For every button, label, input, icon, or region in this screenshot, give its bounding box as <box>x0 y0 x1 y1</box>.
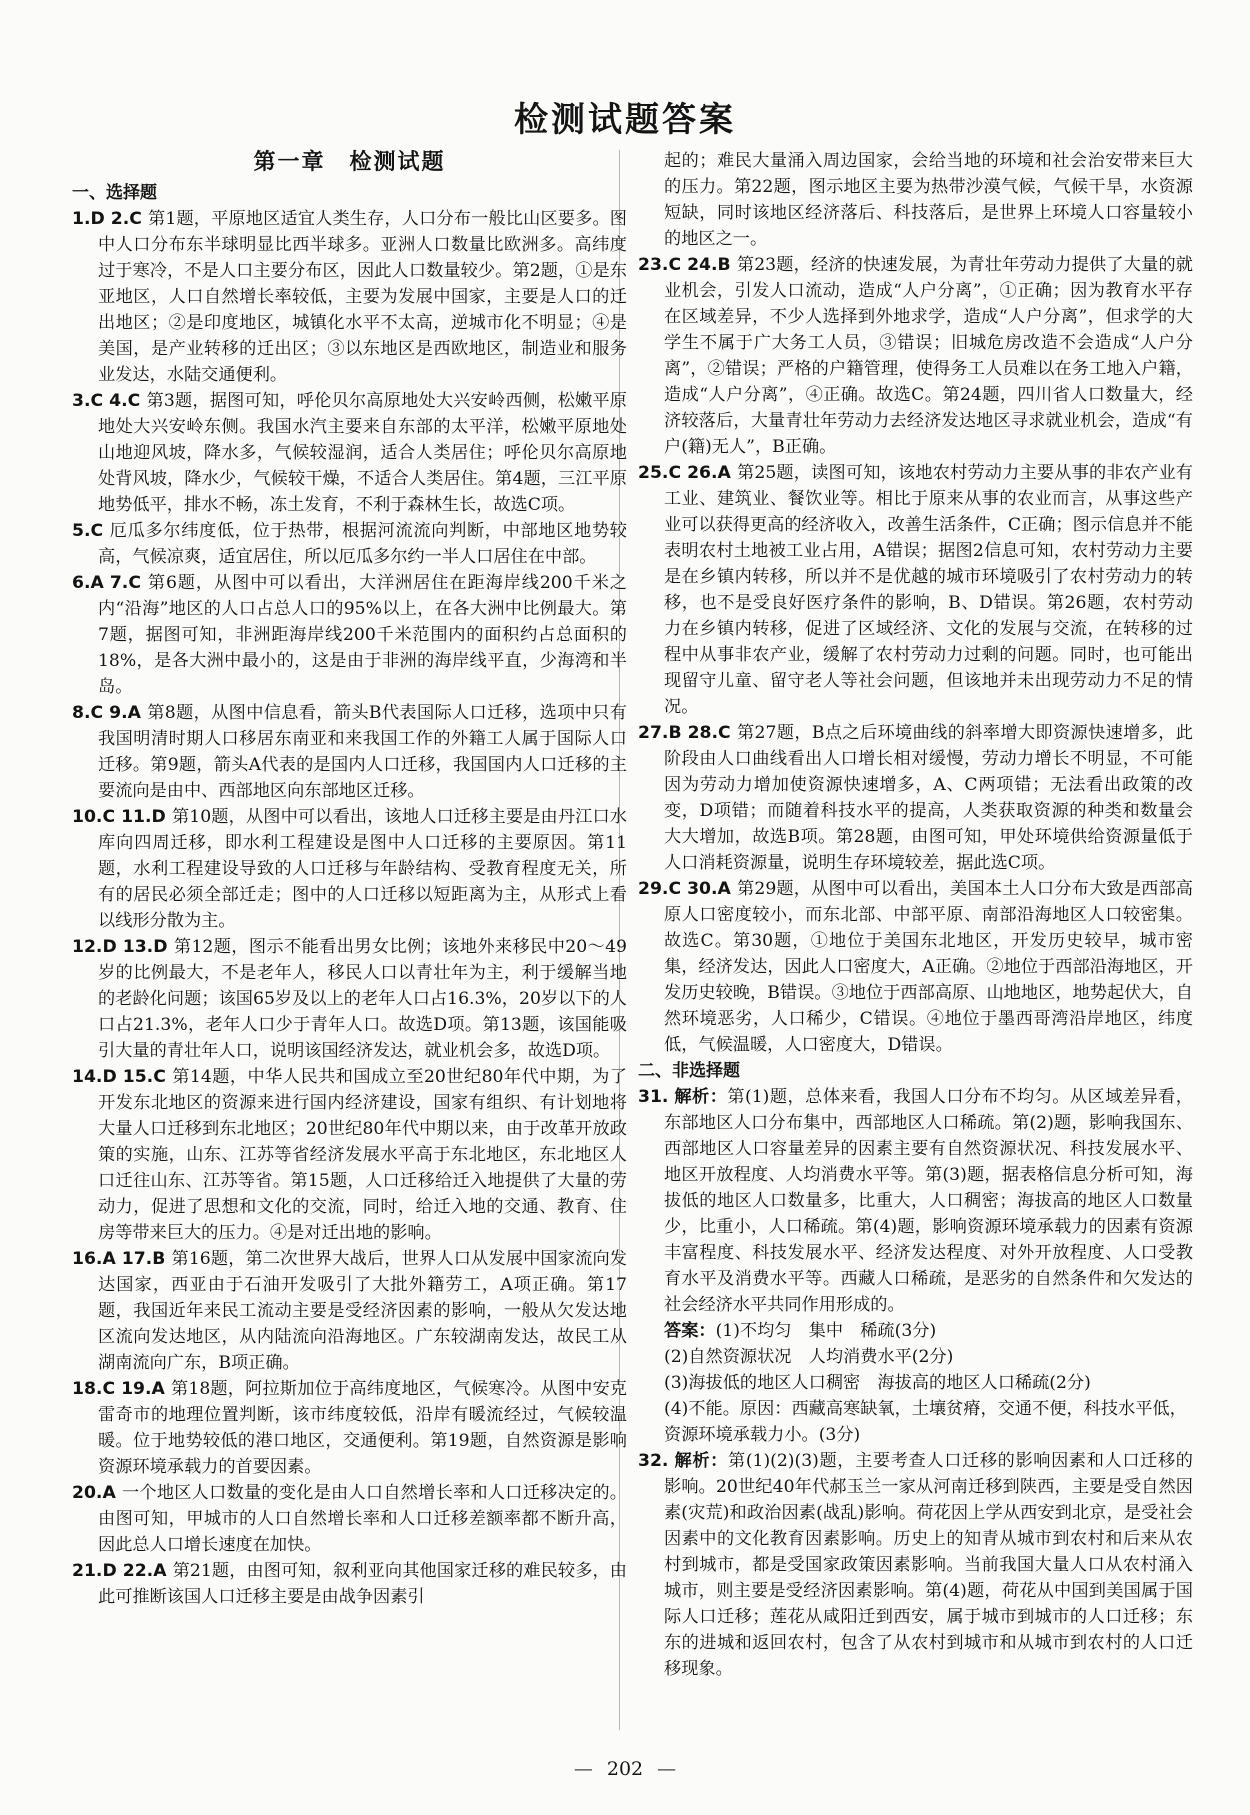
item-answer: B <box>152 1249 166 1269</box>
item-answer: C <box>668 255 682 275</box>
item-number: 4. <box>109 391 128 411</box>
answer-item <box>72 518 627 570</box>
answer-item <box>72 1376 627 1480</box>
item-number: 3. <box>72 391 91 411</box>
item-explanation: 第1题，平原地区适宜人类生存，人口分布一般比山区要多。图中人口分布东半球明显比西半球多。亚洲人口数量比欧洲多。高纬度过于寒冷，不是人口主要分布区，因此人口数量较少。第2题，①是东亚地区，人口自然增长率较低，主要为发展中国家，主要是人口的迁出地区；②是印度地区，城镇化水平不太高，逆城市化不明显；④是美国，是产业转移的迁出区；③以东地区是西欧地区，制造业和服务业发达，水陆交通便利。 <box>98 209 627 385</box>
answer-item <box>72 1064 627 1246</box>
item-answer: D <box>151 807 166 827</box>
item-number: 27. <box>638 723 669 743</box>
answer-continuation: 起的；难民大量涌入周边国家，会给当地的环境和社会治安带来巨大的压力。第22题，图示地区主要为热带沙漠气候，气候干旱，水资源短缺，同时该地区经济落后、科技落后，是世界上环境人口容量较小的地区之一。 <box>664 151 1193 249</box>
item-answer: A <box>127 703 141 723</box>
analysis-label: 解析： <box>674 1451 728 1471</box>
item-answer: B <box>668 723 682 743</box>
item-number: 6. <box>72 573 91 593</box>
item-number: 9. <box>109 703 128 723</box>
item-answer: C <box>718 723 731 743</box>
left-answer-list <box>72 206 627 1610</box>
item-answer: A <box>151 1379 165 1399</box>
item-explanation: 第23题，经济的快速发展，为青壮年劳动力提供了大量的就业机会，引发人口流动，造成“人户分离”，①正确；因为教育水平存在区域差异，不少人选择到外地求学，造成“人户分离”，但求学的大学生不属于广大务工人员，③错误；旧城危房改造不会造成“人户分离”，②错误；严格的户籍管理，使得务工人员难以在务工地入户籍，造成“人户分离”，④正确。故选C。第24题，四川省人口数量大，经济较落后，大量青壮年劳动力去经济发达地区寻求就业机会，造成“有户(籍)无人”，B正确。 <box>664 255 1193 457</box>
item-number: 14. <box>72 1067 103 1087</box>
item-number: 26. <box>687 463 718 483</box>
item-number: 13. <box>122 937 154 957</box>
item-explanation: 第18题，阿拉斯加位于高纬度地区，气候寒冷。从图中安克雷奇市的地理位置判断，该市纬度较低，沿岸有暖流经过，气候较温暖。位于地势较低的港口地区，交通便利。第19题，自然资源是影响资源环境承载力的首要因素。 <box>98 1379 627 1477</box>
item-number: 29. <box>638 879 669 899</box>
answer-item <box>72 388 627 518</box>
right-answer-list <box>638 252 1193 1058</box>
item-explanation: 第25题，读图可知，该地农村劳动力主要从事的非农产业有工业、建筑业、餐饮业等。相比于原来从事的农业而言，从事这些产业可以获得更高的经济收入，改善生活条件，C正确；图示信息并不能表明农村土地被工业占用，A错误；据图2信息可知，农村劳动力主要是在乡镇内转移，所以并不是优越的城市环境吸引了农村劳动力的转移，也不是受良好医疗条件的影响，B、D错误。第26题，农村劳动力在乡镇内转移，促进了区域经济、文化的发展与交流，在转移的过程中从事非农产业，缓解了农村劳动力过剩的问题。同时，也可能出现留守儿童、留守老人等社会问题，但该地并未出现劳动力不足的情况。 <box>664 463 1193 717</box>
answer-item <box>72 700 627 804</box>
page-number <box>0 1758 1250 1780</box>
item-number: 2. <box>110 209 130 229</box>
item-answer: C <box>102 1379 116 1399</box>
item-explanation: 第21题，由图可知，叙利亚向其他国家迁移的难民较多，由此可推断该国人口迁移主要是由战争因素引 <box>98 1561 627 1607</box>
item-answer: A <box>102 1483 116 1503</box>
answer-item <box>72 804 627 934</box>
item-explanation: 第3题，据图可知，呼伦贝尔高原地处大兴安岭西侧，松嫩平原地处大兴安岭东侧。我国水汽主要来自东部的太平洋，松嫩平原地处山地迎风坡，降水多，气候较湿润，适合人类居住；呼伦贝尔高原地处背风坡，降水少，气候较干燥，不适合人类居住。第4题，三江平原地势低平，排水不畅，冻土发育，不利于森林生长，故选C项。 <box>98 391 627 515</box>
answer-item <box>72 206 627 388</box>
item-number: 28. <box>687 723 719 743</box>
answer-item-31 <box>638 1084 1193 1318</box>
item-answer: D <box>102 1561 117 1581</box>
item-answer: D <box>102 937 117 957</box>
answer-item <box>638 720 1193 876</box>
section-heading-non-choice: 二、非选择题 <box>638 1061 740 1081</box>
item-answer: A <box>90 573 104 593</box>
item-number: 16. <box>72 1249 103 1269</box>
item-number: 24. <box>687 255 718 275</box>
item-number: 30. <box>687 879 718 899</box>
item-explanation: 第29题，从图中可以看出，美国本土人口分布大致是西部高原人口密度较小，而东北部、中部平原、南部沿海地区人口较密集。故选C。第30题，①地位于美国东北地区，开发历史较早，城市密集，经济发达，因此人口密度大，A正确。②地位于西部沿海地区，开发历史较晚，B错误。③地位于西部高原、山地地区，地势起伏大，自然环境恶劣，人口稀少，C错误。④地位于墨西哥湾沿岸地区，纬度低，气候温暖，人口密度大，D错误。 <box>664 879 1193 1055</box>
answer-item <box>72 934 627 1064</box>
item-answer: D <box>153 937 168 957</box>
page-title: 检测试题答案 <box>514 100 736 140</box>
answer-item <box>72 1558 627 1610</box>
answer-item-32 <box>638 1448 1193 1682</box>
item-number: 19. <box>121 1379 152 1399</box>
answer-line: (4)不能。原因：西藏高寒缺氧，土壤贫瘠，交通不便，科技水平低，资源环境承载力小。(3分) <box>664 1399 1187 1445</box>
section-heading-choice: 一、选择题 <box>72 183 157 203</box>
item-explanation: 一个地区人口数量的变化是由人口自然增长率和人口迁移决定的。由图可知，甲城市的人口自然增长率和人口迁移差额率都不断升高，因此总人口增长速度在加快。 <box>98 1483 627 1555</box>
item-number: 5. <box>72 521 91 541</box>
item-answer: C <box>153 1067 166 1087</box>
item-number: 31. <box>638 1087 669 1107</box>
item-explanation: 厄瓜多尔纬度低，位于热带，根据河流流向判断，中部地区地势较高，气候凉爽，适宜居住，所以厄瓜多尔约一半人口居住在中部。 <box>98 521 627 567</box>
item-number: 25. <box>638 463 669 483</box>
page-number-dash-left: — <box>573 1758 593 1780</box>
analysis-text: 第(1)题，总体来看，我国人口分布不均匀。从区域差异看，东部地区人口分布集中，西部地区人口稀疏。第(2)题，影响我国东、西部地区人口容量差异的因素主要有自然资源状况、科技发展水平、地区开放程度、人均消费水平等。第(3)题，据表格信息分析可知，海拔低的地区人口数量多，比重大，人口稠密；海拔高的地区人口数量少，比重小，人口稀疏。第(4)题，影响资源环境承载力的因素有资源丰富程度、科技发展水平、经济发达程度、对外开放程度、人口受教育水平及消费水平等。西藏人口稀疏，是恶劣的自然条件和欠发达的社会经济水平共同作用形成的。 <box>664 1087 1193 1315</box>
item-answer: C <box>129 209 142 229</box>
page-number-value: 202 <box>606 1758 644 1780</box>
item-explanation: 第27题，B点之后环境曲线的斜率增大即资源快速增多，此阶段由人口曲线看出人口增长相对缓慢，劳动力增长不明显，不可能因为劳动力增加使资源快速增多，A、C两项错；无法看出政策的改变，D项错；而随着科技水平的提高，人类获取资源的种类和数量会大大增加，故选B项。第28题，由图可知，甲处环境供给资源量低于人口消耗资源量，说明生存环境较差，据此选C项。 <box>664 723 1193 873</box>
item-number: 8. <box>72 703 91 723</box>
item-answer: C <box>90 521 104 541</box>
item-number: 22. <box>122 1561 154 1581</box>
item-explanation: 第6题，从图中可以看出，大洋洲居住在距海岸线200千米之内“沿海”地区的人口占总人口的95%以上，在各大洲中比例最大。第7题，据图可知，非洲距海岸线200千米范围内的面积约占总面积的18%，是各大洲中最小的，这是由于非洲的海岸线平直，少海湾和半岛。 <box>98 573 627 697</box>
answer-item <box>72 1480 627 1558</box>
item-answer: C <box>90 391 104 411</box>
item-number: 32. <box>638 1451 669 1471</box>
answer-line: (3)海拔低的地区人口稠密 海拔高的地区人口稀疏(2分) <box>664 1373 1091 1393</box>
item-number: 17. <box>121 1249 153 1269</box>
item-number: 12. <box>72 937 103 957</box>
item-number: 23. <box>638 255 669 275</box>
answer-item <box>638 460 1193 720</box>
item-number: 11. <box>121 807 152 827</box>
answer-item <box>638 252 1193 460</box>
item-answer: C <box>127 391 141 411</box>
item-answer: C <box>668 879 682 899</box>
item-answer: A <box>717 463 731 483</box>
answer-label: 答案： <box>664 1321 716 1341</box>
item-explanation: 第14题，中华人民共和国成立至20世纪80年代中期，为了开发东北地区的资源来进行国内经济建设，国家有组织、有计划地将大量人口迁移到东北地区；20世纪80年代中期以来，由于改革开放政策的实施，山东、江苏等省经济发展水平高于东北地区，东北地区人口迁往山东、江苏等省。第15题，人口迁移给迁入地提供了大量的劳动力，促进了思想和文化的交流，同时，给迁入地的交通、教育、住房等带来巨大的压力。④是对迁出地的影响。 <box>98 1067 627 1243</box>
item-answer: A <box>717 879 731 899</box>
answer-line <box>638 1318 1193 1344</box>
item-number: 21. <box>72 1561 103 1581</box>
answer-line: (2)自然资源状况 人均消费水平(2分) <box>664 1347 954 1367</box>
answer-item <box>72 570 627 700</box>
item-number: 1. <box>72 209 91 229</box>
item-number: 18. <box>72 1379 103 1399</box>
item-answer: A <box>153 1561 167 1581</box>
item-explanation: 第12题，图示不能看出男女比例；该地外来移民中20～49岁的比例最大，不是老年人，移民人口以青壮年为主，利于缓解当地的老龄化问题；该国65岁及以上的老年人口占16.3%，20岁以下的人口占21.3%，老年人口少于青年人口。故选D项。第13题，该国能吸引大量的青壮年人口，说明该国经济发达，就业机会多，故选D项。 <box>98 937 627 1061</box>
item-answer: C <box>668 463 682 483</box>
item-number: 20. <box>72 1483 103 1503</box>
answer-text: (1)不均匀 集中 稀疏(3分) <box>715 1321 937 1341</box>
item-number: 10. <box>72 807 103 827</box>
answer-31-lines <box>638 1318 1193 1448</box>
right-column <box>638 148 1193 1682</box>
item-number: 7. <box>109 573 129 593</box>
item-answer: D <box>102 1067 117 1087</box>
item-explanation: 第16题，第二次世界大战后，世界人口从发展中国家流向发达国家，西亚由于石油开发吸引了大批外籍劳工，A项正确。第17题，我国近年来民工流动主要是受经济因素的影响，一般从欠发达地区流向发达地区，从内陆流向沿海地区。广东较湖南发达，故民工从湖南流向广东，B项正确。 <box>98 1249 627 1373</box>
answer-item <box>72 1246 627 1376</box>
item-explanation: 第8题，从图中信息看，箭头B代表国际人口迁移，选项中只有我国明清时期人口移居东南亚和来我国工作的外籍工人属于国际人口迁移。第9题，箭头A代表的是国内人口迁移，我国国内人口迁移的主要流向是由中、西部地区向东部地区迁移。 <box>98 703 627 801</box>
item-answer: C <box>102 807 116 827</box>
answer-item <box>638 876 1193 1058</box>
item-answer: C <box>128 573 141 593</box>
item-number: 15. <box>122 1067 154 1087</box>
page-number-dash-right: — <box>657 1758 677 1780</box>
analysis-text: 第(1)(2)(3)题，主要考查人口迁移的影响因素和人口迁移的影响。20世纪40年代郝玉兰一家从河南迁移到陕西，主要是受自然因素(灾荒)和政治因素(战乱)影响。荷花因上学从西安到北京，是受社会因素中的文化教育因素影响。历史上的知青从城市到农村和后来从农村到城市，都是受国家政策因素影响。当前我国大量人口从农村涌入城市，则主要是受经济因素影响。第(4)题，荷花从中国到美国属于国际人口迁移；莲花从咸阳迁到西安，属于城市到城市的人口迁移；东东的进城和返回农村，包含了从农村到城市和从城市到农村的人口迁移现象。 <box>664 1451 1193 1679</box>
item-explanation: 第10题，从图中可以看出，该地人口迁移主要是由丹江口水库向四周迁移，即水利工程建设是图中人口迁移的主要原因。第11题，水利工程建设导致的人口迁移与年龄结构、受教育程度无关，所有的居民必须全部迁走；图中的人口迁移以短距离为主，从形式上看以线形分散为主。 <box>98 807 627 931</box>
item-answer: B <box>717 255 731 275</box>
item-answer: A <box>102 1249 116 1269</box>
left-column <box>72 148 627 1610</box>
item-answer: C <box>90 703 104 723</box>
analysis-label: 解析： <box>674 1087 728 1107</box>
item-answer: D <box>90 209 105 229</box>
chapter-title: 第一章 检测试题 <box>253 150 446 175</box>
